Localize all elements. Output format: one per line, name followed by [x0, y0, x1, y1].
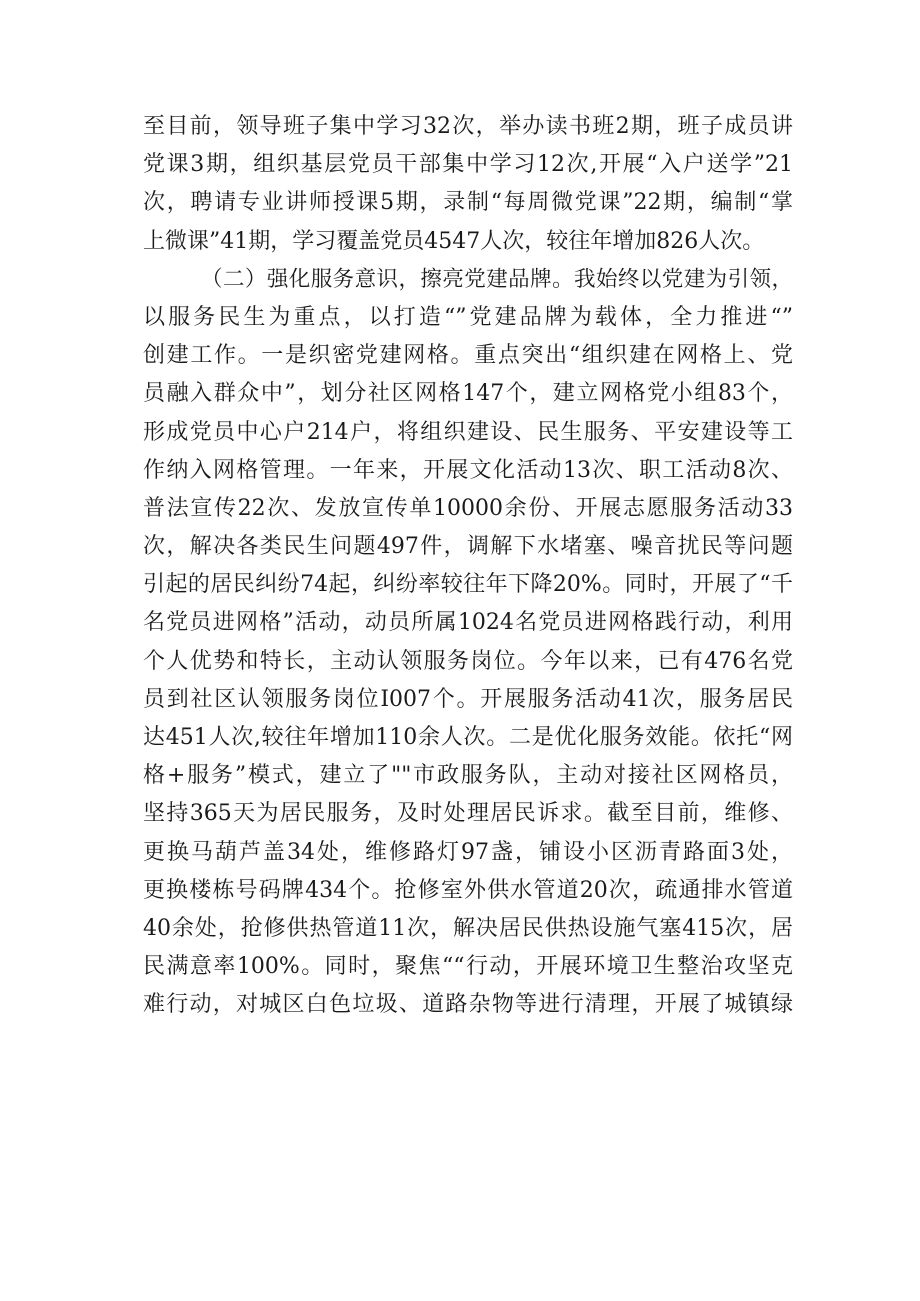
text-line: 坚持365天为居民服务，及时处理居民诉求。截至目前，维修、 — [143, 801, 793, 827]
text-line: 员到社区认领服务岗位I007个。开展服务活动41次，服务居民 — [143, 686, 793, 712]
text-line: 个人优势和特长，主动认领服务岗位。今年以来，已有476名党 — [143, 648, 793, 674]
text-line: 难行动，对城区白色垃圾、道路杂物等进行清理，开展了城镇绿 — [143, 992, 793, 1018]
text-line: 创建工作。一是织密党建网格。重点突出“组织建在网格上、党 — [143, 343, 793, 369]
text-line: 员融入群众中”，划分社区网格147个，建立网格党小组83个， — [143, 381, 793, 407]
text-line: 作纳入网格管理。一年来，开展文化活动13次、职工活动8次、 — [143, 457, 793, 483]
text-line: 形成党员中心户214户，将组织建设、民生服务、平安建设等工 — [143, 419, 793, 445]
text-line: 以服务民生为重点，以打造“”党建品牌为载体，全力推进“” — [143, 304, 793, 330]
text-line: 至目前，领导班子集中学习32次，举办读书班2期，班子成员讲 — [143, 114, 793, 139]
text-line: 党课3期，组织基层党员干部集中学习12次,开展“入户送学”21 — [143, 152, 793, 178]
text-line: 普法宣传22次、发放宣传单10000余份、开展志愿服务活动33 — [143, 495, 793, 521]
text-line: 名党员进网格”活动，动员所属1024名党员进网格践行动，利用 — [143, 610, 793, 636]
text-line: 达451人次,较往年增加110余人次。二是优化服务效能。依托“网 — [143, 725, 793, 750]
text-line: 更换楼栋号码牌434个。抢修室外供水管道20次，疏通排水管道 — [143, 877, 793, 903]
body-text — [143, 108, 793, 1025]
text-line: 民满意率100%。同时，聚焦““行动，开展环境卫生整治攻坚克 — [143, 954, 793, 980]
paragraph-heading-line: （二）强化服务意识，擦亮党建品牌。我始终以党建为引领， — [201, 266, 793, 292]
text-line: 次，解决各类民生问题497件，调解下水堵塞、噪音扰民等问题 — [143, 534, 793, 560]
text-line: 更换马葫芦盖34处，维修路灯97盏，铺设小区沥青路面3处， — [143, 839, 793, 865]
text-line: 40余处，抢修供热管道11次，解决居民供热设施气塞415次，居 — [143, 915, 793, 941]
text-line: 次，聘请专业讲师授课5期，录制“每周微党课”22期，编制“掌 — [143, 190, 793, 216]
text-line: 引起的居民纠纷74起，纠纷率较往年下降20%。同时，开展了“千 — [143, 572, 793, 598]
text-line: 上微课”41期，学习覆盖党员4547人次，较往年增加826人次。 — [143, 228, 765, 254]
text-line: 格+服务”模式，建立了""市政服务队，主动对接社区网格员， — [143, 763, 793, 789]
